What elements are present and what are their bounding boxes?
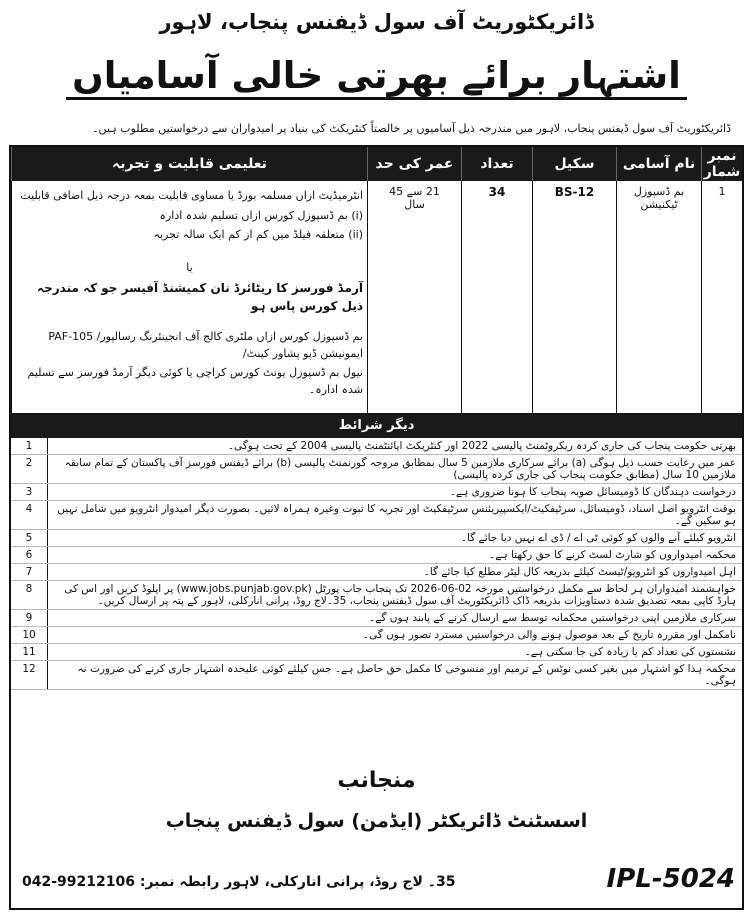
condition-text: بھرتی حکومت پنجاب کی جاری کردہ ریکروٹمنٹ پالیسی 2022 اور کنٹریکٹ اپائنٹمنٹ پالیسی 2004 کے تحت ہوگی۔ xyxy=(48,438,743,455)
signature-title: منجانب xyxy=(337,768,416,793)
qualification-line: انٹرمیڈیٹ ازاں مسلمہ بورڈ یا مساوی قابلیت بمعہ درجہ ذیل اضافی قابلیت xyxy=(20,189,363,202)
list-item xyxy=(11,644,742,661)
condition-text: بوقت انٹرویو اصل اسناد، ڈومیسائل، سرٹیفکیٹ/ایکسپیریئنس سرٹیفکیٹ اور تجربہ کا ثبوت وغیرہ ہمراہ لائیں۔ بصورت دیگر امیدوار انٹرویو میں شامل نہیں ہو سکیں گے۔ xyxy=(48,501,743,530)
condition-number: 1 xyxy=(11,438,48,455)
conditions-list xyxy=(11,438,742,690)
list-item xyxy=(11,501,742,530)
cell-scale: BS-12 xyxy=(533,181,617,413)
posts-table-header xyxy=(12,147,743,181)
qualification-retired: آرمڈ فورسز کا ریٹائرڈ نان کمیشنڈ آفیسر جو کہ مندرجہ ذیل کورس پاس ہو xyxy=(37,281,363,313)
qualification-line: (ii) متعلقہ فیلڈ میں کم از کم ایک سالہ تجربہ xyxy=(153,228,363,241)
condition-number: 3 xyxy=(11,484,48,501)
condition-number: 9 xyxy=(11,610,48,627)
condition-text: نامکمل اور مقررہ تاریخ کے بعد موصول ہونے والی درخواستیں مسترد تصور ہوں گی۔ xyxy=(48,627,743,644)
condition-text: اہل امیدواروں کو انٹرویو/ٹیسٹ کیلئے بذریعہ کال لیٹر مطلع کیا جائے گا۔ xyxy=(48,564,743,581)
condition-number: 8 xyxy=(11,581,48,610)
cell-age xyxy=(368,181,462,413)
condition-number: 4 xyxy=(11,501,48,530)
qualification-extra-line: نیول بم ڈسپوزل یونٹ کورس کراچی یا کوئی دیگر آرمڈ فورسز سے تسلیم شدہ ادارہ۔ xyxy=(27,366,363,396)
advertisement-box xyxy=(9,145,744,910)
condition-text: محکمہ امیدواروں کو شارٹ لسٹ کرنے کا حق رکھتا ہے۔ xyxy=(48,547,743,564)
posts-table xyxy=(11,147,742,413)
post-name-line1: بم ڈسپوزل xyxy=(633,185,685,198)
condition-text: انٹرویو کیلئے آنے والوں کو کوئی ٹی اے / ڈی اے نہیں دیا جائے گا۔ xyxy=(48,530,743,547)
condition-number: 2 xyxy=(11,455,48,484)
phone-number: 042-99212106 xyxy=(22,874,135,890)
condition-number: 11 xyxy=(11,644,48,661)
list-item xyxy=(11,610,742,627)
advertisement-title-text: اشتہار برائے بھرتی خالی آسامیاں xyxy=(66,54,687,100)
condition-text: محکمہ ہذا کو اشتہار میں بغیر کسی نوٹس کے ترمیم اور منسوخی کا مکمل حق حاصل ہے۔ جس کیلئے کوئی علیحدہ اشتہار جاری کرنے کی ضرورت نہ ہوگی۔ xyxy=(48,661,743,690)
list-item xyxy=(11,564,742,581)
qualification-or: یا xyxy=(186,260,193,274)
signature-name: اسسٹنٹ ڈائریکٹر (ایڈمن) سول ڈیفنس پنجاب xyxy=(165,810,588,832)
cell-post xyxy=(617,181,702,413)
cell-serial: 1 xyxy=(702,181,743,413)
advertisement-title xyxy=(0,54,753,97)
condition-number: 7 xyxy=(11,564,48,581)
condition-number: 6 xyxy=(11,547,48,564)
intro-text: ڈائریکٹوریٹ آف سول ڈیفنس پنجاب، لاہور میں مندرجہ ذیل آسامیوں پر خالصتاً کنٹریکٹ کی بنیاد پر امیدواران سے درخواستیں مطلوب ہیں۔ xyxy=(92,122,731,135)
header-scale: سکیل xyxy=(533,147,617,181)
department-title: ڈائریکٹوریٹ آف سول ڈیفنس پنجاب، لاہور xyxy=(159,10,594,34)
post-name-line2: ٹیکنیشن xyxy=(640,198,678,211)
list-item xyxy=(11,484,742,501)
cell-quantity: 34 xyxy=(462,181,533,413)
conditions-title: دیگر شرائط xyxy=(11,413,742,438)
ipl-number: IPL-5024 xyxy=(606,864,735,894)
condition-text: خواہشمند امیدواران ہر لحاظ سے مکمل درخواستیں مورخہ 02-06-2026 تک پنجاب جاب پورٹل (www.jobs.punjab.gov.pk) پر اپلوڈ کریں اور اس کی ہارڈ کاپی بمعہ تصدیق شدہ دستاویزات بذریعہ ڈاک ڈائریکٹوریٹ آف سول ڈیفنس پنجاب، 35۔لاج روڈ، پرانی انارکلی، لاہور کے پتہ پر ارسال کریں۔ xyxy=(48,581,743,610)
header-qualification: تعلیمی قابلیت و تجربہ xyxy=(12,147,368,181)
qualification-extra-line: بم ڈسپوزل کورس ازاں ملٹری کالج آف انجینئرنگ رسالپور/ 105-PAF ایمونیشن ڈپو پشاور کینٹ/ xyxy=(48,330,363,360)
list-item xyxy=(11,581,742,610)
header-post: نام آسامی xyxy=(617,147,702,181)
qualification-line: (i) بم ڈسپوزل کورس ازاں تسلیم شدہ ادارہ xyxy=(159,208,363,222)
list-item xyxy=(11,438,742,455)
list-item xyxy=(11,661,742,690)
condition-number: 10 xyxy=(11,627,48,644)
condition-text: سرکاری ملازمین اپنی درخواستیں محکمانہ توسط سے ارسال کرنے کے پابند ہوں گے۔ xyxy=(48,610,743,627)
condition-text: عمر میں رعایت حسب ذیل ہوگی (a) برائے سرکاری ملازمین 5 سال بمطابق مروجہ گورنمنٹ پالیسی (b) برائے ڈیفنس فورسز آف پاکستان کے تمام سابقہ ملازمین 10 سال (مطابق حکومت پنجاب کی جاری کردہ پالیسی) xyxy=(48,455,743,484)
list-item xyxy=(11,627,742,644)
condition-text: نشستوں کی تعداد کم یا زیادہ کی جا سکتی ہے۔ xyxy=(48,644,743,661)
table-row xyxy=(12,181,743,413)
cell-qualification xyxy=(12,181,368,413)
list-item xyxy=(11,547,742,564)
list-item xyxy=(11,455,742,484)
condition-number: 5 xyxy=(11,530,48,547)
footer-address xyxy=(22,874,542,890)
address-text: 35۔ لاج روڈ، پرانی انارکلی، لاہور رابطہ نمبر: xyxy=(139,874,456,890)
age-range: 21 سے 45 xyxy=(389,185,440,198)
condition-text: درخواست دہندگان کا ڈومیسائل صوبہ پنجاب کا ہونا ضروری ہے۔ xyxy=(48,484,743,501)
header-age: عمر کی حد xyxy=(368,147,462,181)
header-serial: نمبر شمار xyxy=(702,147,743,181)
age-unit: سال xyxy=(404,198,425,211)
condition-number: 12 xyxy=(11,661,48,690)
header-quantity: تعداد xyxy=(462,147,533,181)
list-item xyxy=(11,530,742,547)
